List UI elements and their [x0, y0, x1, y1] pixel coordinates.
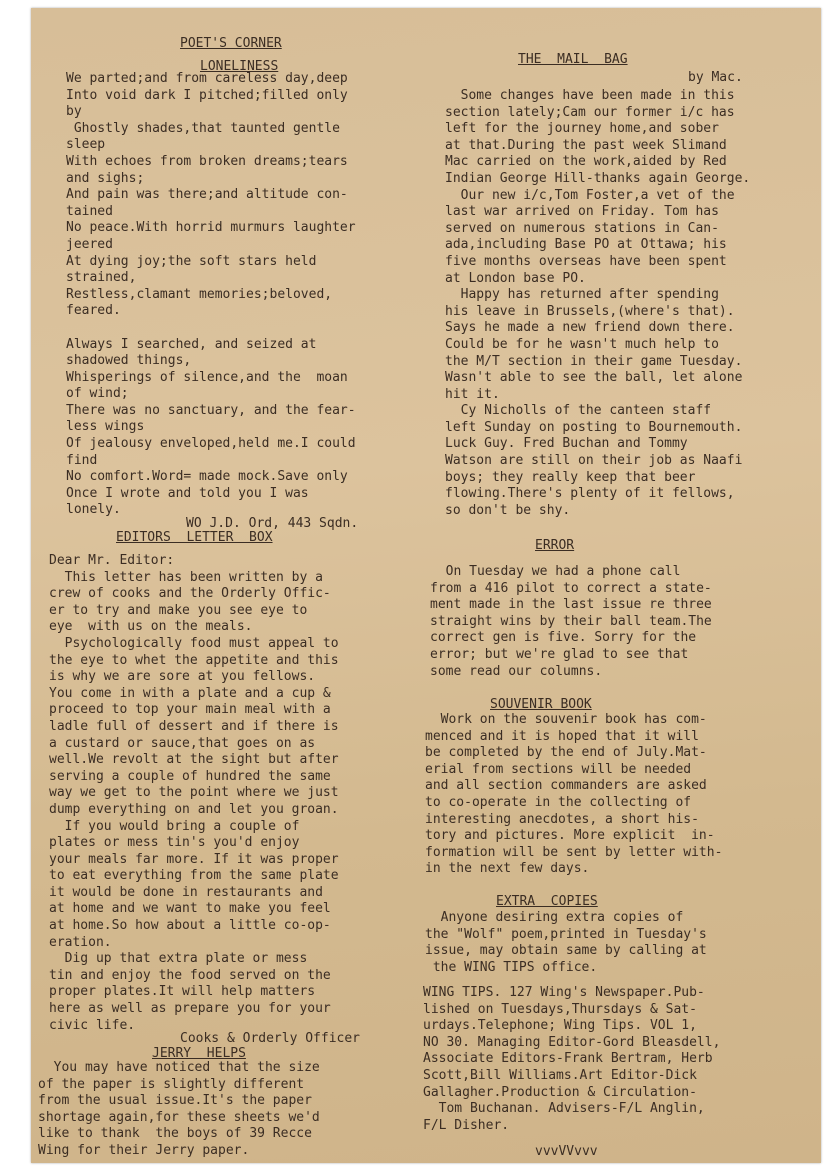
poem-line: find	[66, 452, 98, 468]
letter-line: eration.	[49, 934, 112, 950]
letter-text	[49, 553, 339, 1034]
mail-bag-line: last war arrived on Friday. Tom has	[445, 204, 719, 220]
masthead-line: WING TIPS. 127 Wing's Newspaper.Pub-	[423, 985, 705, 1000]
letter-line: dump everything on and let you groan.	[49, 801, 339, 817]
masthead-line: F/L Disher.	[423, 1117, 510, 1133]
letter-line: proper plates.It will help matters	[49, 984, 316, 1000]
souvenir-book-line: be completed by the end of July.Mat-	[425, 745, 707, 761]
masthead-text	[423, 985, 720, 1134]
poem-line	[66, 320, 356, 337]
letter-line: serving a couple of hundred the same	[49, 768, 331, 784]
mail-bag-byline: by Mac.	[688, 70, 743, 85]
letter-line: proceed to top your main meal with a	[49, 702, 331, 718]
jerry-helps-title: JERRY HELPS	[152, 1046, 246, 1061]
mail-bag-line: flowing.There's plenty of it fellows,	[445, 486, 735, 502]
letter-line: Dear Mr. Editor:	[49, 553, 175, 568]
poem-line: No comfort.Word= made mock.Save only	[66, 469, 348, 485]
letter-line: eye with us on the meals.	[49, 619, 253, 635]
mail-bag-line: Indian George Hill-thanks again George.	[445, 170, 751, 186]
souvenir-book-line: menced and it is hoped that it will	[425, 728, 699, 744]
letter-line: You come in with a plate and a cup &	[49, 685, 331, 701]
error-text	[430, 564, 712, 680]
poem-line: sleep	[66, 137, 106, 153]
mail-bag-line: Could be for he wasn't much help to	[445, 336, 719, 352]
jerry-helps-line: like to thank the boys of 39 Recce	[38, 1126, 312, 1142]
poem-line: Ghostly shades,that taunted gentle	[66, 120, 340, 136]
extra-copies-line: issue, may obtain same by calling at	[425, 943, 707, 959]
letter-line: er to try and make you see eye to	[49, 602, 308, 618]
poem-line: tained	[66, 203, 113, 219]
extra-copies-title: EXTRA COPIES	[496, 894, 598, 909]
loneliness-title: LONELINESS	[200, 59, 279, 74]
poem-line: shadowed things,	[66, 353, 192, 369]
mail-bag-line: at London base PO.	[445, 270, 586, 286]
mail-bag-line: Luck Guy. Fred Buchan and Tommy	[445, 436, 688, 452]
letter-line: at home and we want to make you feel	[49, 901, 331, 917]
letter-line: If you would bring a couple of	[49, 818, 300, 834]
masthead-line: lished on Tuesdays,Thursdays & Sat-	[423, 1001, 697, 1017]
mail-bag-line: left for the journey home,and sober	[445, 121, 719, 137]
mail-bag-line: at that.During the past week Slimand	[445, 137, 727, 153]
error-line: On Tuesday we had a phone call	[430, 564, 681, 579]
letter-line: to eat everything from the same plate	[49, 868, 339, 884]
jerry-helps-text	[38, 1060, 320, 1160]
poem-line: Whisperings of silence,and the moan	[66, 369, 348, 385]
mail-bag-line: his leave in Brussels,(where's that).	[445, 303, 735, 319]
poem-line: of wind;	[66, 386, 129, 402]
poem-line: At dying joy;the soft stars held	[66, 253, 317, 269]
masthead-line: NO 30. Managing Editor-Gord Bleasdell,	[423, 1034, 721, 1050]
extra-copies-line: the "Wolf" poem,printed in Tuesday's	[425, 926, 707, 942]
letter-line: tin and enjoy the food served on the	[49, 967, 331, 983]
jerry-helps-line: shortage again,for these sheets we'd	[38, 1109, 320, 1125]
letter-line: civic life.	[49, 1017, 136, 1033]
masthead-line: Gallagher.Production & Circulation-	[423, 1084, 697, 1100]
letter-line: the eye to whet the appetite and this	[49, 652, 339, 668]
souvenir-book-line: Work on the souvenir book has com-	[425, 712, 707, 727]
mail-bag-line: ada,including Base PO at Ottawa; his	[445, 237, 727, 253]
letter-line: This letter has been written by a	[49, 569, 323, 585]
mail-bag-text	[445, 88, 750, 519]
jerry-helps-line: from the usual issue.It's the paper	[38, 1093, 312, 1109]
poem-line: and sighs;	[66, 170, 145, 186]
jerry-helps-line: Wing for their Jerry paper.	[38, 1142, 250, 1158]
poem-line: Restless,clamant memories;beloved,	[66, 286, 333, 302]
jerry-helps-line: of the paper is slightly different	[38, 1076, 305, 1092]
souvenir-book-text	[425, 712, 722, 878]
mail-bag-line: Some changes have been made in this	[445, 88, 735, 103]
letter-line: plates or mess tin's you'd enjoy	[49, 835, 300, 851]
souvenir-book-title: SOUVENIR BOOK	[490, 697, 592, 712]
souvenir-book-line: formation will be sent by letter with-	[425, 844, 723, 860]
souvenir-book-line: erial from sections will be needed	[425, 761, 692, 777]
mail-bag-line: Cy Nicholls of the canteen staff	[445, 403, 712, 419]
mail-bag-line: five months overseas have been spent	[445, 253, 727, 269]
letter-line: way we get to the point where we just	[49, 785, 339, 801]
extra-copies-line: the WING TIPS office.	[425, 959, 598, 975]
poem-line: Always I searched, and seized at	[66, 336, 317, 352]
poem-line: No peace.With horrid murmurs laughter	[66, 220, 356, 236]
error-line: straight wins by their ball team.The	[430, 613, 712, 629]
letter-line: here as well as prepare you for your	[49, 1001, 331, 1017]
souvenir-book-line: and all section commanders are asked	[425, 778, 707, 794]
jerry-helps-line: You may have noticed that the size	[38, 1060, 320, 1075]
poem-line: There was no sanctuary, and the fear-	[66, 402, 356, 418]
souvenir-book-line: to co-operate in the collecting of	[425, 794, 692, 810]
mail-bag-line: boys; they really keep that beer	[445, 469, 696, 485]
error-line: from a 416 pilot to correct a state-	[430, 580, 712, 596]
extra-copies-line: Anyone desiring extra copies of	[425, 910, 684, 925]
letter-line: crew of cooks and the Orderly Offic-	[49, 586, 331, 602]
poem-line: With echoes from broken dreams;tears	[66, 153, 348, 169]
letter-line: well.We revolt at the sight but after	[49, 752, 339, 768]
poem-line: feared.	[66, 303, 121, 319]
mail-bag-line: Says he made a new friend down there.	[445, 320, 735, 336]
poem-line: lonely.	[66, 502, 121, 518]
poem-line: by	[66, 104, 82, 120]
mail-bag-line: hit it.	[445, 386, 500, 402]
souvenir-book-line: tory and pictures. More explicit in-	[425, 828, 715, 844]
letter-line: Dig up that extra plate or mess	[49, 951, 308, 967]
letter-line: is why we are sore at you fellows.	[49, 669, 316, 685]
poets-corner-header: POET'S CORNER	[180, 36, 282, 51]
poem-line: less wings	[66, 419, 145, 435]
end-mark: vvvVVvvv	[535, 1144, 598, 1159]
extra-copies-text	[425, 910, 707, 976]
error-line: correct gen is five. Sorry for the	[430, 630, 697, 646]
error-line: ment made in the last issue re three	[430, 597, 712, 613]
poem-line: Once I wrote and told you I was	[66, 485, 309, 501]
poem-text	[66, 71, 356, 519]
souvenir-book-line: in the next few days.	[425, 861, 590, 877]
mail-bag-line: Our new i/c,Tom Foster,a vet of the	[445, 187, 735, 203]
error-title: ERROR	[535, 538, 575, 553]
mail-bag-line: Watson are still on their job as Naafi	[445, 453, 743, 469]
poem-line: jeered	[66, 236, 113, 252]
letter-line: Psychologically food must appeal to	[49, 635, 339, 651]
mail-bag-line: left Sunday on posting to Bournemouth.	[445, 419, 743, 435]
error-line: error; but we're glad to see that	[430, 646, 689, 662]
mail-bag-line: served on numerous stations in Can-	[445, 220, 719, 236]
masthead-line: Tom Buchanan. Advisers-F/L Anglin,	[423, 1101, 705, 1117]
masthead-line: Associate Editors-Frank Bertram, Herb	[423, 1051, 713, 1067]
mail-bag-line: Happy has returned after spending	[445, 287, 719, 303]
error-line: some read our columns.	[430, 663, 603, 679]
mail-bag-title: THE MAIL BAG	[518, 52, 628, 67]
letter-line: it would be done in restaurants and	[49, 884, 323, 900]
letter-line: ladle full of dessert and if there is	[49, 718, 339, 734]
letter-line: at home.So how about a little co-op-	[49, 918, 331, 934]
mail-bag-line: Mac carried on the work,aided by Red	[445, 154, 727, 170]
editors-letter-box-title: EDITORS LETTER BOX	[116, 530, 273, 545]
letter-line: a custard or sauce,that goes on as	[49, 735, 316, 751]
poem-line: We parted;and from careless day,deep	[66, 71, 348, 86]
masthead-line: urdays.Telephone; Wing Tips. VOL 1,	[423, 1018, 697, 1034]
mail-bag-line: the M/T section in their game Tuesday.	[445, 353, 743, 369]
poem-signature: WO J.D. Ord, 443 Sqdn.	[186, 516, 359, 531]
letter-signature: Cooks & Orderly Officer	[180, 1031, 361, 1046]
souvenir-book-line: interesting anecdotes, a short his-	[425, 811, 699, 827]
mail-bag-line: section lately;Cam our former i/c has	[445, 104, 735, 120]
poem-line: And pain was there;and altitude con-	[66, 187, 348, 203]
letter-line: your meals far more. If it was proper	[49, 851, 339, 867]
poem-line: Into void dark I pitched;filled only	[66, 87, 348, 103]
mail-bag-line: so don't be shy.	[445, 502, 571, 518]
poem-line: Of jealousy enveloped,held me.I could	[66, 436, 356, 452]
mail-bag-line: Wasn't able to see the ball, let alone	[445, 370, 743, 386]
masthead-line: Scott,Bill Williams.Art Editor-Dick	[423, 1067, 697, 1083]
poem-line: strained,	[66, 270, 137, 286]
